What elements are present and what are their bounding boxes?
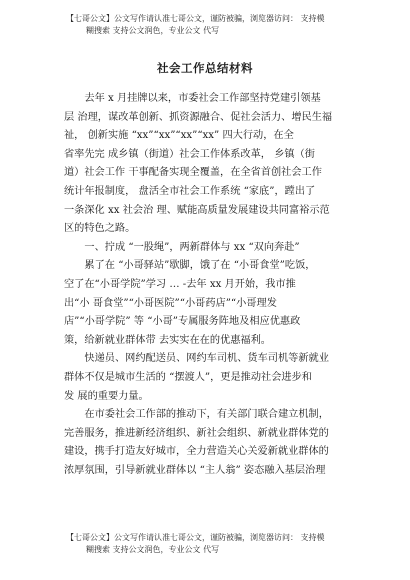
- body-line: 店”“小哥学院” 等 “小哥”专属服务阵地及相应优惠政: [64, 316, 301, 328]
- body-line: 去年 x 月挂牌以来，市委社会工作部坚持党建引领基: [84, 93, 321, 104]
- body-line: 祉， 创新实施 “xx”“xx”“xx”“xx” 四大行动，在全: [64, 130, 294, 142]
- body-line: 快递员、网约配送员、网约车司机、货车司机等新就业: [84, 353, 329, 365]
- body-line: 发 展的重要力量。: [64, 390, 149, 402]
- footer-line-2: 糊搜索 支持公文润色，专业公文 代写: [86, 545, 220, 554]
- document-body: [64, 90, 354, 480]
- body-line: 完善服务，推进新经济组织、新社会组织、新就业群体党的: [64, 427, 329, 439]
- header-line-2: 糊搜索 支持公文润色，专业公文 代写: [86, 26, 220, 35]
- body-line: 空了在“小哥学院”学习 … -去年 xx 月开始，我市推: [64, 278, 296, 290]
- body-line: 浓厚氛围，引导新就业群体以 “主人翁” 姿态融入基层治理: [64, 464, 326, 476]
- document-title: 社会工作总结材料: [157, 61, 253, 75]
- page-header: [66, 13, 366, 37]
- body-line: 道）社会工作 干事配备实现全覆盖，在全省首创社会工作: [64, 167, 322, 179]
- body-line: 建设，携手打造友好城市，全力营造关心关爱新就业群体的: [64, 446, 329, 458]
- body-line: 一条深化 xx 社会治 理、赋能高质量发展建设共同富裕示范: [64, 204, 330, 216]
- body-line: 累了在 “小哥驿站”歇脚，饿了在 “小哥食堂”吃饭，: [84, 260, 316, 272]
- body-line: 出“小 哥食堂”“小哥医院”“小哥药店”“小哥理发: [64, 297, 277, 309]
- body-line: 省率先完 成乡镇（街道）社会工作体系改革， 乡镇（街: [64, 148, 315, 160]
- header-line-1: 【七哥公文】公文写作请认准七哥公文，谨防被骗，浏览器访问： 支持模: [66, 14, 325, 23]
- body-line: 在市委社会工作部的推动下，有关部门联合建立机制，: [84, 409, 329, 421]
- page-footer: [66, 532, 366, 556]
- body-line: 层 治理，谋改革创新、抓资源融合、促社会活力、增民生福: [64, 111, 333, 123]
- section-heading: 一、拧成 “一股绳”，两新群体与 xx “双向奔赴”: [84, 241, 300, 253]
- body-line: 统计年报制度， 盘活全市社会工作系统 “家底”，蹚出了: [64, 185, 316, 197]
- body-line: 区的特色之路。: [64, 223, 136, 235]
- footer-line-1: 【七哥公文】公文写作请认准七哥公文，谨防被骗，浏览器访问： 支持模: [66, 533, 325, 542]
- body-line: 群体不仅是城市生活的 “摆渡人”，更是推动社会进步和: [64, 371, 312, 383]
- body-line: 策，给新就业群体带 去实实在在的优惠福利。: [64, 334, 271, 346]
